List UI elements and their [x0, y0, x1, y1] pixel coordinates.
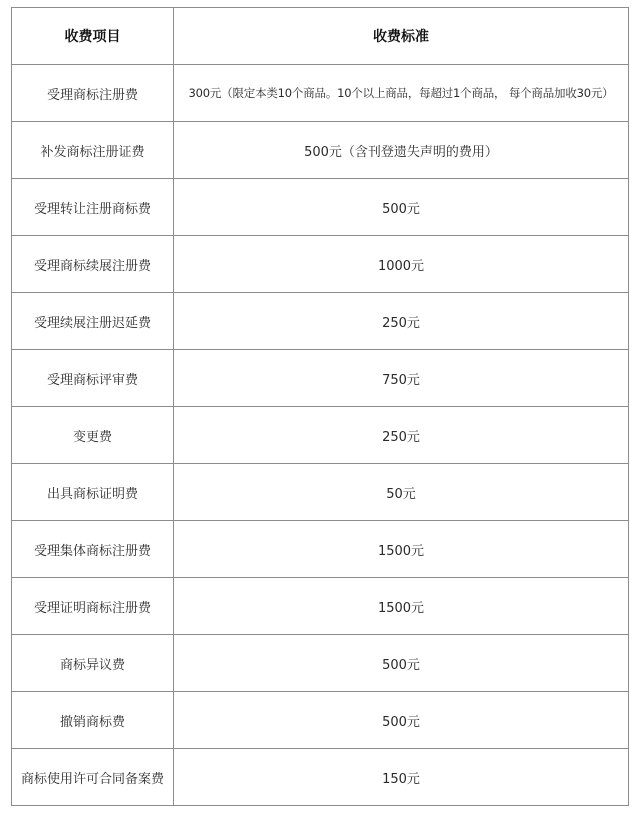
- fee-standard-cell: 500元（含刊登遗失声明的费用）: [174, 122, 629, 179]
- fee-item-cell: 受理证明商标注册费: [12, 578, 174, 635]
- fee-standard-cell: 1000元: [174, 236, 629, 293]
- fee-standard-cell: 150元: [174, 749, 629, 806]
- table-row: [12, 578, 629, 635]
- table-header-row: [12, 8, 629, 65]
- table-row: [12, 293, 629, 350]
- fee-standard-cell: 1500元: [174, 521, 629, 578]
- fee-item-cell: 受理转让注册商标费: [12, 179, 174, 236]
- fee-standard-cell: 500元: [174, 635, 629, 692]
- fee-item-cell: 受理商标续展注册费: [12, 236, 174, 293]
- table-row: [12, 692, 629, 749]
- column-header-standard: 收费标准: [174, 8, 629, 65]
- fee-item-cell: 补发商标注册证费: [12, 122, 174, 179]
- fee-item-cell: 商标使用许可合同备案费: [12, 749, 174, 806]
- table-row: [12, 65, 629, 122]
- fee-item-cell: 受理续展注册迟延费: [12, 293, 174, 350]
- table-row: [12, 122, 629, 179]
- column-header-item: 收费项目: [12, 8, 174, 65]
- fee-standard-cell: 250元: [174, 407, 629, 464]
- fee-item-cell: 受理商标注册费: [12, 65, 174, 122]
- fee-standard-cell: 50元: [174, 464, 629, 521]
- table-row: [12, 350, 629, 407]
- fee-standard-cell: 250元: [174, 293, 629, 350]
- fee-item-cell: 变更费: [12, 407, 174, 464]
- fee-item-cell: 商标异议费: [12, 635, 174, 692]
- fee-item-cell: 撤销商标费: [12, 692, 174, 749]
- fee-item-cell: 受理集体商标注册费: [12, 521, 174, 578]
- fee-item-cell: 出具商标证明费: [12, 464, 174, 521]
- fee-table: [11, 7, 629, 806]
- table-row: [12, 635, 629, 692]
- fee-item-cell: 受理商标评审费: [12, 350, 174, 407]
- table-row: [12, 749, 629, 806]
- fee-standard-cell: 1500元: [174, 578, 629, 635]
- table-row: [12, 464, 629, 521]
- fee-standard-cell: 500元: [174, 179, 629, 236]
- table-row: [12, 236, 629, 293]
- fee-standard-cell: 500元: [174, 692, 629, 749]
- table-row: [12, 521, 629, 578]
- fee-standard-cell: 750元: [174, 350, 629, 407]
- table-row: [12, 407, 629, 464]
- fee-standard-cell: 300元（限定本类10个商品。10个以上商品，每超过1个商品， 每个商品加收30元）: [174, 65, 629, 122]
- table-row: [12, 179, 629, 236]
